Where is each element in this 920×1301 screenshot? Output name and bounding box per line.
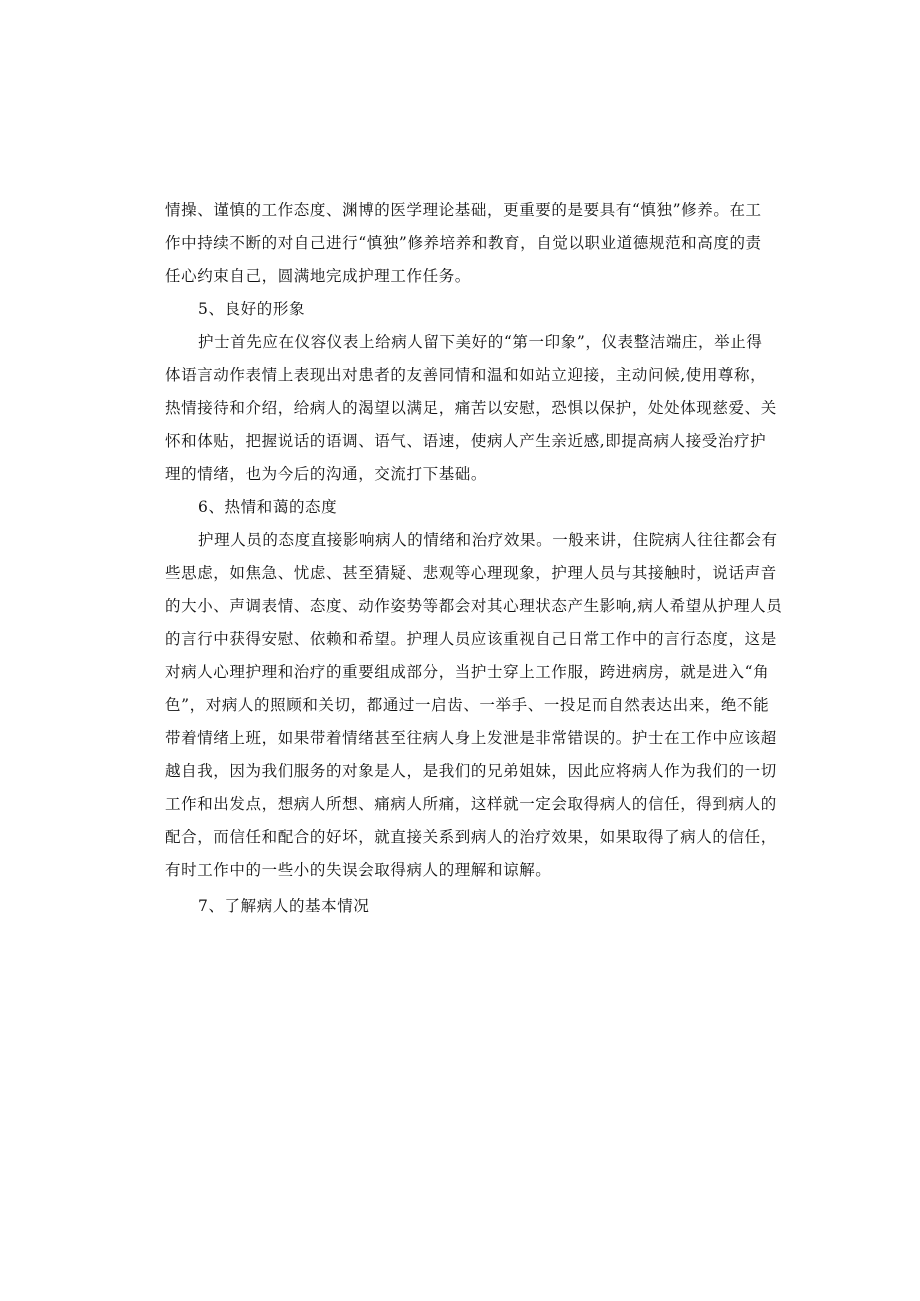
paragraph-6-line-2: 些思虑，如焦急、忧虑、甚至猜疑、悲观等心理现象，护理人员与其接触时，说话声音 <box>165 564 777 582</box>
paragraph-5-line-4: 怀和体贴，把握说话的语调、语气、语速，使病人产生亲近感,即提高病人接受治疗护 <box>165 432 767 450</box>
paragraph-5-line-2: 体语言动作表情上表现出对患者的友善同情和温和如站立迎接，主动问候,使用尊称， <box>165 366 767 384</box>
paragraph-6-line-10: 配合，而信任和配合的好坏，就直接关系到病人的治疗效果，如果取得了病人的信任， <box>165 828 777 846</box>
paragraph-6-line-6: 色”，对病人的照顾和关切，都通过一启齿、一举手、一投足而自然表达出来，绝不能 <box>165 696 770 714</box>
paragraph-4-line-3: 任心约束自己，圆满地完成护理工作任务。 <box>165 267 471 285</box>
paragraph-6-line-5: 对病人心理护理和治疗的重要组成部分，当护士穿上工作服，跨进病房，就是进入“角 <box>165 663 770 681</box>
paragraph-6-line-3: 的大小、声调表情、态度、动作姿势等都会对其心理状态产生影响,病人希望从护理人员 <box>165 597 783 615</box>
paragraph-5-line-3: 热情接待和介绍，给病人的渴望以满足，痛苦以安慰，恐惧以保护，处处体现慈爱、关 <box>165 399 777 417</box>
paragraph-6-line-9: 工作和出发点，想病人所想、痛病人所痛，这样就一定会取得病人的信任，得到病人的 <box>165 795 777 813</box>
section-heading-5: 5、良好的形象 <box>198 300 306 318</box>
paragraph-6-line-4: 的言行中获得安慰、依赖和希望。护理人员应该重视自己日常工作中的言行态度，这是 <box>165 630 777 648</box>
paragraph-4-line-1: 情操、谨慎的工作态度、渊博的医学理论基础，更重要的是要具有“慎独”修养。在工 <box>165 201 762 219</box>
section-heading-7: 7、了解病人的基本情况 <box>198 897 370 915</box>
section-heading-6: 6、热情和蔼的态度 <box>198 498 338 516</box>
paragraph-6-line-1: 护理人员的态度直接影响病人的情绪和治疗效果。一般来讲，住院病人往往都会有 <box>198 531 778 549</box>
paragraph-6-line-8: 越自我，因为我们服务的对象是人，是我们的兄弟姐妹，因此应将病人作为我们的一切 <box>165 762 777 780</box>
paragraph-5-line-1: 护士首先应在仪容仪表上给病人留下美好的“第一印象”，仪表整洁端庄，举止得 <box>198 333 763 351</box>
paragraph-5-line-5: 理的情绪，也为今后的沟通，交流打下基础。 <box>165 465 488 483</box>
paragraph-6-line-7: 带着情绪上班，如果带着情绪甚至往病人身上发泄是非常错误的。护士在工作中应该超 <box>165 729 777 747</box>
paragraph-6-line-11: 有时工作中的一些小的失误会取得病人的理解和谅解。 <box>165 861 552 879</box>
paragraph-4-line-2: 作中持续不断的对自己进行“慎独”修养培养和教育，自觉以职业道德规范和高度的责 <box>165 234 762 252</box>
